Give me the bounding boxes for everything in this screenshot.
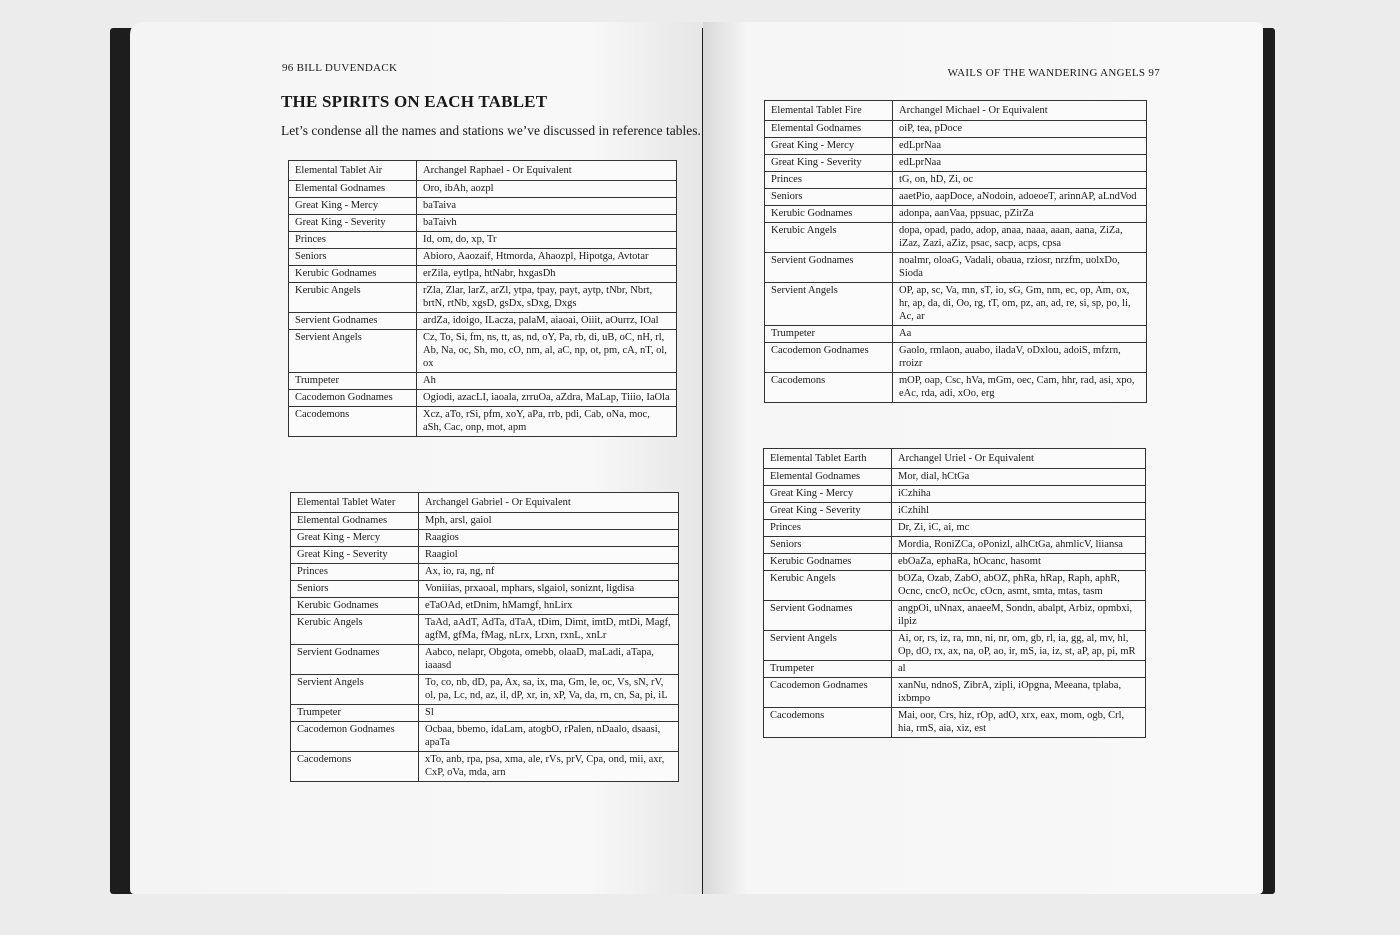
row-label: Kerubic Angels: [764, 571, 892, 601]
row-value: Ah: [417, 373, 677, 390]
row-value: iCzhiha: [892, 486, 1146, 503]
row-label: Elemental Tablet Air: [289, 161, 417, 181]
table-row: [289, 407, 677, 437]
row-value: Mph, arsl, gaiol: [419, 513, 679, 530]
row-label: Great King - Severity: [764, 503, 892, 520]
table-row: [289, 249, 677, 266]
table-row: [291, 513, 679, 530]
table-row: [764, 503, 1146, 520]
row-value: Archangel Gabriel - Or Equivalent: [419, 493, 679, 513]
row-label: Great King - Mercy: [764, 486, 892, 503]
row-label: Kerubic Angels: [765, 223, 893, 253]
row-label: Cacodemon Godnames: [291, 722, 419, 752]
row-label: Cacodemon Godnames: [765, 343, 893, 373]
row-value: rZla, Zlar, larZ, arZl, ytpa, tpay, payt, aytp, tNbr, Nbrt, brtN, rtNb, xgsD, gsDx, sDxg, Dxgs: [417, 283, 677, 313]
row-label: Great King - Mercy: [291, 530, 419, 547]
row-label: Servient Godnames: [765, 253, 893, 283]
row-label: Elemental Tablet Water: [291, 493, 419, 513]
row-label: Kerubic Godnames: [289, 266, 417, 283]
row-label: Princes: [291, 564, 419, 581]
row-label: Trumpeter: [764, 661, 892, 678]
row-value: edLprNaa: [893, 155, 1147, 172]
row-label: Great King - Severity: [289, 215, 417, 232]
row-value: Abioro, Aaozaif, Htmorda, Ahaozpl, Hipotga, Avtotar: [417, 249, 677, 266]
table-row: [291, 675, 679, 705]
row-value: angpOi, uNnax, anaeeM, Sondn, abalpt, Arbiz, opmbxi, ilpiz: [892, 601, 1146, 631]
row-label: Great King - Severity: [291, 547, 419, 564]
table-row: [291, 722, 679, 752]
row-label: Servient Angels: [289, 330, 417, 373]
row-label: Seniors: [764, 537, 892, 554]
table-row: [765, 343, 1147, 373]
table-row: [289, 198, 677, 215]
row-label: Kerubic Godnames: [764, 554, 892, 571]
row-value: ebOaZa, ephaRa, hOcanc, hasomt: [892, 554, 1146, 571]
row-label: Servient Godnames: [764, 601, 892, 631]
row-value: iCzhihl: [892, 503, 1146, 520]
table-row: [289, 390, 677, 407]
right-page: [703, 22, 1263, 894]
row-value: Gaolo, rmlaon, auabo, iladaV, oDxlou, adoiS, mfzrn, rroizr: [893, 343, 1147, 373]
row-label: Princes: [765, 172, 893, 189]
row-value: baTaivh: [417, 215, 677, 232]
row-label: Great King - Mercy: [289, 198, 417, 215]
row-value: Raagiol: [419, 547, 679, 564]
table-row: [289, 232, 677, 249]
table-row: [764, 661, 1146, 678]
row-value: al: [892, 661, 1146, 678]
row-value: xanNu, ndnoS, ZibrA, zipli, iOpgna, Meeana, tplaba, ixbmpo: [892, 678, 1146, 708]
row-label: Princes: [289, 232, 417, 249]
table-header-row: [765, 101, 1147, 121]
row-label: Elemental Godnames: [764, 469, 892, 486]
row-value: Archangel Uriel - Or Equivalent: [892, 449, 1146, 469]
row-value: eTaOAd, etDnim, hMamgf, hnLirx: [419, 598, 679, 615]
table-row: [289, 283, 677, 313]
row-value: Dr, Zi, iC, ai, mc: [892, 520, 1146, 537]
row-label: Elemental Godnames: [289, 181, 417, 198]
table-header-row: [764, 449, 1146, 469]
row-label: Servient Godnames: [291, 645, 419, 675]
row-value: Mai, oor, Crs, hiz, rOp, adO, xrx, eax, mom, ogb, Crl, hia, rmS, aia, xiz, est: [892, 708, 1146, 738]
row-label: Kerubic Angels: [291, 615, 419, 645]
table-row: [291, 752, 679, 782]
row-value: Sl: [419, 705, 679, 722]
row-label: Servient Angels: [765, 283, 893, 326]
page-title: THE SPIRITS ON EACH TABLET: [281, 92, 548, 111]
row-label: Elemental Godnames: [765, 121, 893, 138]
row-value: Raagios: [419, 530, 679, 547]
row-label: Kerubic Godnames: [765, 206, 893, 223]
table-row: [764, 678, 1146, 708]
table-header-row: [289, 161, 677, 181]
table-row: [765, 253, 1147, 283]
air-tablet-table: [288, 160, 677, 437]
row-label: Elemental Tablet Earth: [764, 449, 892, 469]
row-value: Mor, dial, hCtGa: [892, 469, 1146, 486]
table-row: [765, 172, 1147, 189]
row-value: Archangel Michael - Or Equivalent: [893, 101, 1147, 121]
row-label: Kerubic Angels: [289, 283, 417, 313]
row-label: Seniors: [289, 249, 417, 266]
row-value: ardZa, idoigo, ILacza, palaM, aiaoai, Oiiit, aOurrz, IOal: [417, 313, 677, 330]
table-row: [291, 564, 679, 581]
row-value: Xcz, aTo, rSi, pfm, xoY, aPa, rrb, pdi, Cab, oNa, moc, aSh, Cac, onp, mot, apm: [417, 407, 677, 437]
row-label: Kerubic Godnames: [291, 598, 419, 615]
row-value: Oro, ibAh, aozpl: [417, 181, 677, 198]
row-value: mOP, oap, Csc, hVa, mGm, oec, Cam, hhr, rad, asi, xpo, eAc, rda, adi, xOo, erg: [893, 373, 1147, 403]
row-label: Trumpeter: [289, 373, 417, 390]
table-row: [764, 486, 1146, 503]
row-value: TaAd, aAdT, AdTa, dTaA, tDim, Dimt, imtD, mtDi, Magf, agfM, gfMa, fMag, nLrx, Lrxn, rxnL, xnLr: [419, 615, 679, 645]
table-row: [291, 598, 679, 615]
table-row: [765, 283, 1147, 326]
left-page: [130, 22, 702, 894]
table-row: [291, 705, 679, 722]
row-value: tG, on, hD, Zi, oc: [893, 172, 1147, 189]
row-value: Aabco, nelapr, Obgota, omebb, olaaD, maLadi, aTapa, iaaasd: [419, 645, 679, 675]
table-row: [764, 520, 1146, 537]
row-label: Trumpeter: [291, 705, 419, 722]
row-value: Ogiodi, azacLI, iaoala, zrruOa, aZdra, MaLap, Tiiio, IaOla: [417, 390, 677, 407]
row-label: Cacodemon Godnames: [289, 390, 417, 407]
row-value: oiP, tea, pDoce: [893, 121, 1147, 138]
row-value: aaetPio, aapDoce, aNodoin, adoeoeT, arinnAP, aLndVod: [893, 189, 1147, 206]
fire-tablet-table: [764, 100, 1147, 403]
table-row: [764, 571, 1146, 601]
row-value: adonpa, aanVaa, ppsuac, pZirZa: [893, 206, 1147, 223]
row-label: Cacodemons: [291, 752, 419, 782]
row-label: Cacodemons: [764, 708, 892, 738]
row-value: baTaiva: [417, 198, 677, 215]
right-running-head: WAILS OF THE WANDERING ANGELS 97: [947, 67, 1160, 79]
row-label: Cacodemons: [289, 407, 417, 437]
intro-text: Let’s condense all the names and stations we’ve discussed in reference tables.: [281, 123, 701, 138]
left-running-head: 96 BILL DUVENDACK: [282, 62, 398, 74]
row-value: Id, om, do, xp, Tr: [417, 232, 677, 249]
table-row: [764, 631, 1146, 661]
row-label: Servient Angels: [291, 675, 419, 705]
row-value: Voniiias, prxaoal, mphars, slgaiol, soniznt, ligdisa: [419, 581, 679, 598]
row-value: noalmr, oloaG, Vadali, obaua, rziosr, nrzfm, uolxDo, Sioda: [893, 253, 1147, 283]
table-row: [289, 215, 677, 232]
row-label: Great King - Mercy: [765, 138, 893, 155]
table-row: [765, 326, 1147, 343]
row-value: Ocbaa, bbemo, idaLam, atogbO, rPalen, nDaalo, dsaasi, apaTa: [419, 722, 679, 752]
table-row: [289, 266, 677, 283]
water-tablet-table: [290, 492, 679, 782]
row-label: Servient Angels: [764, 631, 892, 661]
row-value: Ai, or, rs, iz, ra, mn, ni, nr, om, gb, rl, ia, gg, al, mv, hl, Op, dO, rx, ax, na, oP, ao, ir, mS, ia, iz, st, aP, ap, pi, mR: [892, 631, 1146, 661]
table-row: [765, 155, 1147, 172]
table-row: [764, 554, 1146, 571]
row-value: xTo, anb, rpa, psa, xma, ale, rVs, prV, Cpa, ond, mii, axr, CxP, oVa, mda, arn: [419, 752, 679, 782]
row-value: Archangel Raphael - Or Equivalent: [417, 161, 677, 181]
table-row: [291, 645, 679, 675]
row-label: Princes: [764, 520, 892, 537]
row-value: Cz, To, Si, fm, ns, tt, as, nd, oY, Pa, rb, di, uB, oC, nH, rl, Ab, Na, oc, Sh, mo, cO, nm, al, aC, np, ot, pm, cA, nT, ol, ox: [417, 330, 677, 373]
row-label: Seniors: [765, 189, 893, 206]
table-row: [764, 537, 1146, 554]
table-row: [764, 469, 1146, 486]
table-row: [764, 708, 1146, 738]
row-label: Servient Godnames: [289, 313, 417, 330]
table-row: [291, 615, 679, 645]
table-row: [291, 530, 679, 547]
table-row: [289, 373, 677, 390]
row-value: dopa, opad, pado, adop, anaa, naaa, aaan, aana, ZiZa, iZaz, Zazi, aZiz, psac, sacp, acps, cpsa: [893, 223, 1147, 253]
table-row: [289, 313, 677, 330]
row-label: Elemental Tablet Fire: [765, 101, 893, 121]
table-row: [765, 189, 1147, 206]
table-row: [291, 547, 679, 564]
row-value: Mordia, RoniZCa, oPonizl, alhCtGa, ahmlicV, liiansa: [892, 537, 1146, 554]
table-row: [765, 223, 1147, 253]
table-header-row: [291, 493, 679, 513]
earth-tablet-table: [763, 448, 1146, 738]
table-row: [764, 601, 1146, 631]
row-value: Ax, io, ra, ng, nf: [419, 564, 679, 581]
row-label: Trumpeter: [765, 326, 893, 343]
table-row: [765, 138, 1147, 155]
row-value: bOZa, Ozab, ZabO, abOZ, phRa, hRap, Raph, aphR, Ocnc, cncO, ncOc, cOcn, asmt, smta, mtas, tasm: [892, 571, 1146, 601]
row-value: edLprNaa: [893, 138, 1147, 155]
row-label: Cacodemon Godnames: [764, 678, 892, 708]
table-row: [765, 373, 1147, 403]
table-row: [765, 206, 1147, 223]
table-row: [291, 581, 679, 598]
table-row: [289, 181, 677, 198]
row-value: To, co, nb, dD, pa, Ax, sa, ix, ma, Gm, le, oc, Vs, sN, rV, ol, pa, Lc, nd, az, il, dP, xr, in, xP, Va, da, rn, cn, Sa, pi, iL: [419, 675, 679, 705]
row-label: Seniors: [291, 581, 419, 598]
row-label: Great King - Severity: [765, 155, 893, 172]
row-value: Aa: [893, 326, 1147, 343]
row-value: erZila, eytlpa, htNabr, hxgasDh: [417, 266, 677, 283]
row-label: Cacodemons: [765, 373, 893, 403]
table-row: [765, 121, 1147, 138]
row-value: OP, ap, sc, Va, mn, sT, io, sG, Gm, nm, ec, op, Am, ox, hr, ap, da, di, Oo, rg, tT, om, pz, an, ad, re, si, sp, po, li, Ac, ar: [893, 283, 1147, 326]
row-label: Elemental Godnames: [291, 513, 419, 530]
table-row: [289, 330, 677, 373]
